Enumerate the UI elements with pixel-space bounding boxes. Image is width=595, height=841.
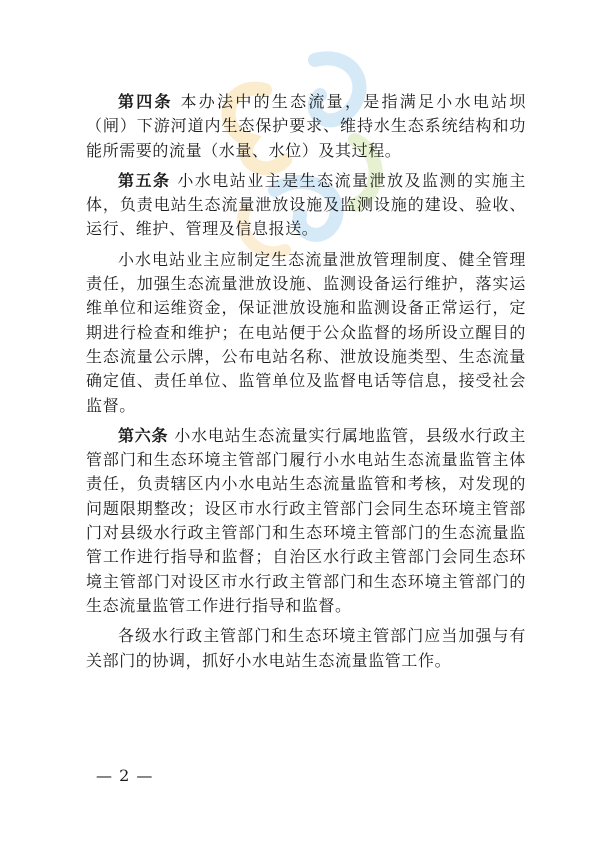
paragraph-text: 小水电站业主应制定生态流量泄放管理制度、健全管理责任，加强生态流量泄放设施、监测设备运行维护，落实运维单位和运维资金，保证泄放设施和监测设备正常运行，定期进行检查和维护；在电站便于公众监督的场所设立醒目的生态流量公示牌，公布电站名称、泄放设施类型、生态流量确定值、责任单位、监管单位及监督电话等信息，接受社会监督。 (86, 249, 526, 415)
document-body (86, 90, 526, 673)
paragraph-text: 本办法中的生态流量，是指满足小水电站坝（闸）下游河道内生态保护要求、维持水生态系统结构和功能所需要的流量（水量、水位）及其过程。 (86, 92, 526, 160)
paragraph-article-6-continued (86, 624, 526, 673)
paragraph-text: 各级水行政主管部门和生态环境主管部门应当加强与有关部门的协调，抓好小水电站生态流量监管工作。 (86, 626, 526, 670)
page-number: — 2 — (96, 766, 154, 785)
paragraph-text: 小水电站业主是生态流量泄放及监测的实施主体，负责电站生态流量泄放设施及监测设施的建设、验收、运行、维护、管理及信息报送。 (86, 170, 526, 239)
paragraph-text: 小水电站生态流量实行属地监管，县级水行政主管部门和生态环境主管部门履行小水电站生态流量监管主体责任，负责辖区内小水电站生态流量监管和考核，对发现的问题限期整改；设区市水行政主管部门会同生态环境主管部门对县级水行政主管部门和生态环境主管部门的生态流量监管工作进行指导和监督；自治区水行政主管部门会同生态环境主管部门对设区市水行政主管部门和生态环境主管部门的生态流量监管工作进行指导和监督。 (86, 425, 526, 615)
article-heading: 第五条 (118, 170, 171, 190)
article-heading: 第六条 (118, 425, 169, 445)
paragraph-article-5 (86, 169, 526, 242)
article-heading: 第四条 (118, 92, 173, 111)
paragraph-article-5-continued (86, 248, 526, 418)
paragraph-article-6 (86, 424, 526, 618)
paragraph-article-4 (86, 90, 526, 163)
